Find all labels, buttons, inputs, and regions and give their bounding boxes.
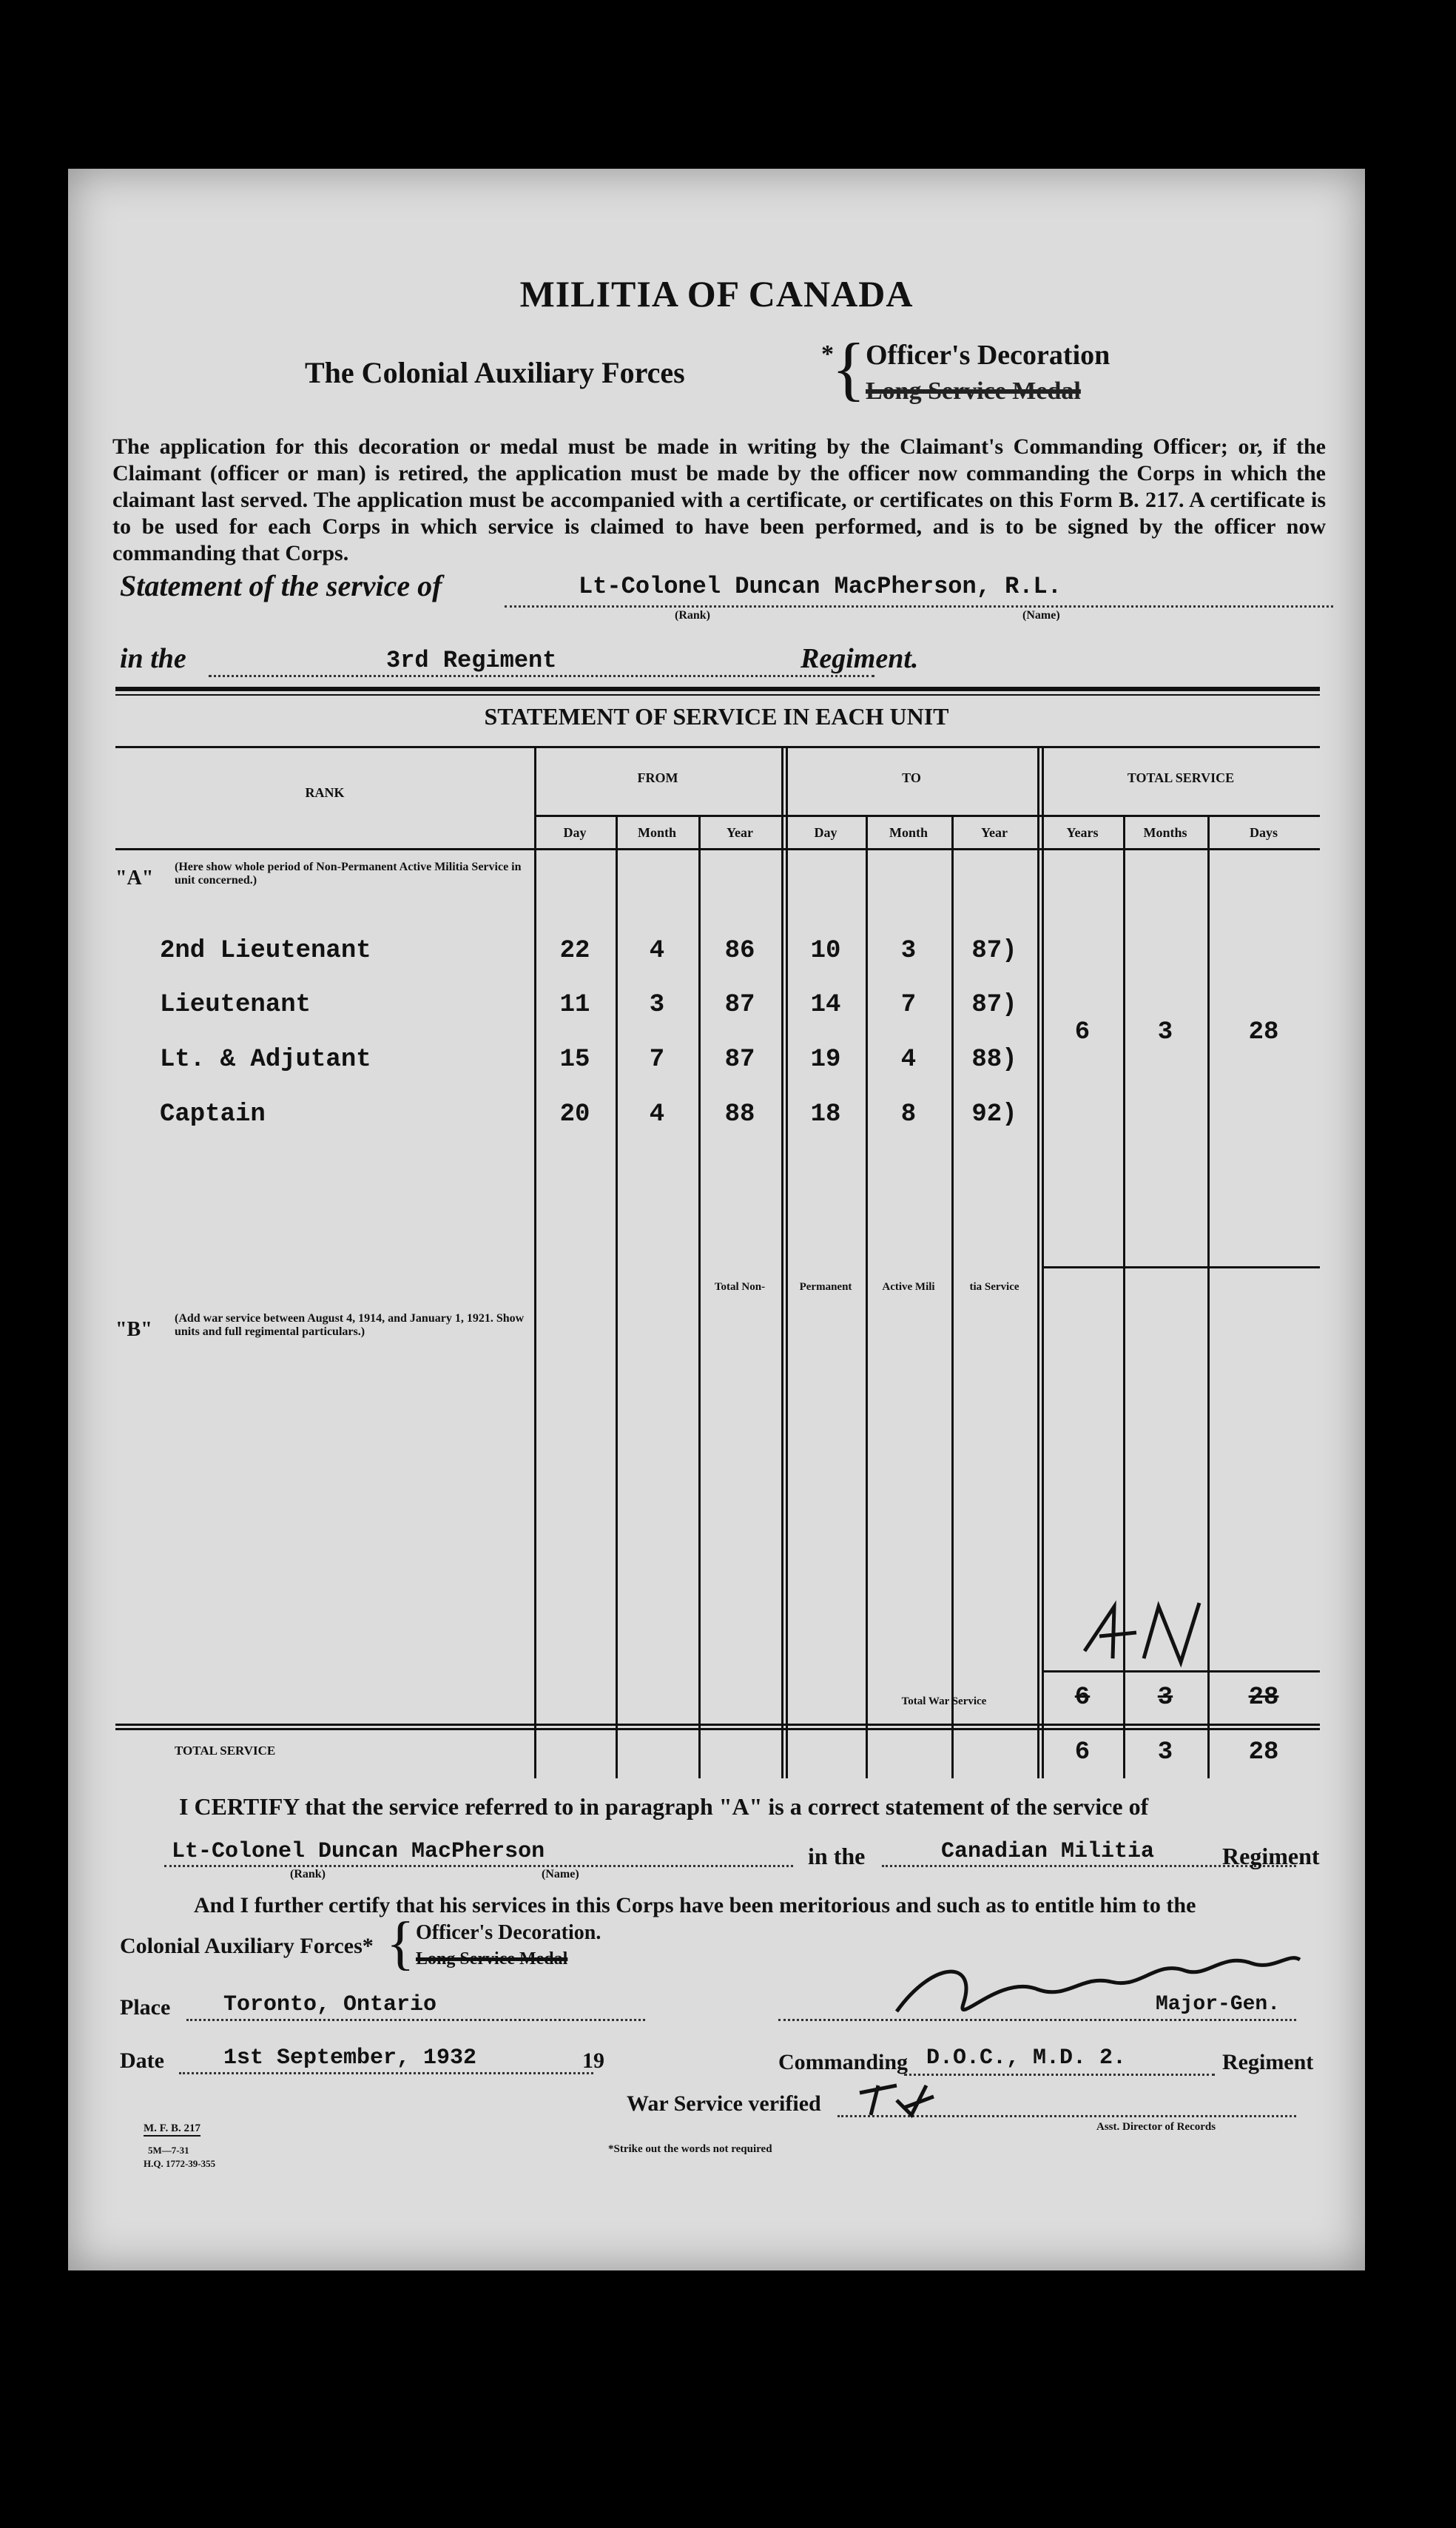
struck-medal-option: Long Service Medal (866, 377, 1081, 405)
total-nonperm-label-3: Active Mili (882, 1281, 935, 1293)
regiment-dotted-line (209, 675, 874, 677)
row-from-day: 15 (559, 1046, 590, 1074)
place-typed: Toronto, Ontario (223, 1992, 437, 2017)
header-bottom-line (115, 848, 1320, 850)
row-to-day: 18 (810, 1100, 841, 1129)
total-nonperm-label-4: tia Service (969, 1281, 1019, 1293)
date-typed: 1st September, 1932 (223, 2045, 477, 2071)
brace-icon: { (386, 1911, 415, 1976)
document-title: MILITIA OF CANADA (519, 273, 914, 315)
date-label: Date (120, 2048, 164, 2073)
asterisk-mark: * (821, 340, 834, 368)
certify-rank-name-typed: Lt-Colonel Duncan MacPherson (172, 1839, 545, 1864)
header-divider (534, 815, 1320, 817)
total-service-days: 28 (1248, 1738, 1279, 1766)
initials-icon (852, 2071, 941, 2122)
signature-icon (889, 1930, 1304, 2034)
print-code-1: 5M—7-31 (148, 2145, 189, 2156)
rank-header: RANK (305, 785, 345, 800)
section-b-note: (Add war service between August 4, 1914, and January 1, 1921. Show units and full regimental particulars.) (175, 1312, 525, 1338)
handwritten-mark-icon (1070, 1592, 1210, 1673)
col-divider (534, 748, 536, 1778)
row-from-year: 86 (724, 937, 755, 965)
total-a-days: 28 (1248, 1018, 1279, 1046)
total-service-months: 3 (1157, 1738, 1173, 1766)
divider-thick (115, 687, 1320, 691)
row-rank: Lt. & Adjutant (160, 1046, 371, 1074)
from-day-header: Day (563, 825, 587, 840)
from-header: FROM (637, 770, 678, 785)
service-table (115, 748, 1320, 1766)
row-from-year: 87 (724, 991, 755, 1019)
row-to-day: 14 (810, 991, 841, 1019)
col-divider (786, 748, 788, 1778)
row-rank: Captain (160, 1100, 266, 1129)
certify-in-the: in the (808, 1843, 866, 1869)
total-nonperm-label-1: Total Non- (714, 1281, 766, 1293)
certify-line: I CERTIFY that the service referred to in paragraph "A" is a correct statement of the service of (179, 1793, 1149, 1820)
instructions-paragraph: The application for this decoration or medal must be made in writing by the Claimant's Commanding Officer; or, if the Claimant (officer or man) is retired, the application must be made by the officer now commanding the Corps in which the claimant last served. The application must be accompanied with a certificate, or certificates on this Form B. 217. A certificate is to be used for each Corps in which service is claimed to have been performed, and is to be signed by the officer now commanding that Corps. (112, 434, 1326, 565)
certify-regiment: Regiment (1222, 1843, 1320, 1869)
total-service-label: TOTAL SERVICE (175, 1744, 276, 1758)
row-to-year: 88) (971, 1046, 1017, 1074)
asst-director-label: Asst. Director of Records (1096, 2121, 1216, 2133)
service-name-typed: Lt-Colonel Duncan MacPherson, R.L. (579, 573, 1062, 600)
to-day-header: Day (814, 825, 837, 840)
from-year-header: Year (727, 825, 753, 840)
total-war-months: 3 (1157, 1684, 1173, 1712)
row-to-year: 87) (971, 991, 1017, 1019)
section-a-note: (Here show whole period of Non-Permanent Active Militia Service in unit concerned.) (175, 861, 522, 887)
further-caf: Colonial Auxiliary Forces* (120, 1934, 374, 1958)
regiment-word: Regiment. (801, 643, 919, 674)
decoration-option: Officer's Decoration (866, 340, 1110, 371)
total-a-years: 6 (1074, 1018, 1091, 1046)
statement-prefix: Statement of the service of (120, 569, 442, 602)
certify-unit-typed: Canadian Militia (941, 1839, 1155, 1864)
signature-dotted-line (778, 2019, 1296, 2021)
total-nonperm-label-2: Permanent (799, 1281, 852, 1293)
row-from-day: 22 (559, 937, 590, 965)
certify-name-dotted-line (164, 1865, 793, 1867)
name-dotted-line (505, 605, 1333, 608)
to-header: TO (902, 770, 921, 785)
form-number: M. F. B. 217 (144, 2122, 200, 2137)
total-months-header: Months (1143, 825, 1187, 840)
commanding-dotted-line (904, 2074, 1215, 2076)
row-from-month: 3 (649, 991, 665, 1019)
total-service-line (115, 1724, 1320, 1726)
table-title: STATEMENT OF SERVICE IN EACH UNIT (484, 703, 949, 730)
war-verified-label: War Service verified (627, 2091, 821, 2116)
total-header: TOTAL SERVICE (1127, 770, 1235, 785)
further-certify-line: And I further certify that his services in this Corps have been meritorious and such as to entitle him to the (194, 1893, 1196, 1917)
print-code-2: H.Q. 1772-39-355 (144, 2158, 216, 2169)
commanding-typed: D.O.C., M.D. 2. (926, 2045, 1127, 2071)
total-service-line2 (115, 1728, 1320, 1730)
row-from-month: 4 (649, 1100, 665, 1129)
row-from-month: 4 (649, 937, 665, 965)
date-suffix: 19 (582, 2048, 604, 2073)
row-to-day: 10 (810, 937, 841, 965)
total-a-months: 3 (1157, 1018, 1173, 1046)
place-dotted-line (186, 2019, 645, 2021)
certify-rank-caption: (Rank) (290, 1868, 326, 1880)
row-rank: 2nd Lieutenant (160, 937, 371, 965)
rank-caption: (Rank) (675, 609, 711, 622)
col-divider (1037, 748, 1039, 1778)
to-month-header: Month (889, 825, 928, 840)
row-to-month: 7 (900, 991, 917, 1019)
row-to-month: 4 (900, 1046, 917, 1074)
row-to-year: 92) (971, 1100, 1017, 1129)
commanding-regiment: Regiment (1222, 2050, 1314, 2074)
place-label: Place (120, 1995, 171, 2020)
total-war-label: Total War Service (901, 1695, 987, 1707)
col-divider (1042, 748, 1044, 1778)
section-a-label: "A" (115, 867, 154, 890)
in-the-label: in the (120, 643, 186, 674)
divider-thin (115, 694, 1320, 696)
signature-title: Major-Gen. (1156, 1993, 1281, 2016)
regiment-typed: 3rd Regiment (386, 647, 557, 674)
total-a-line (1042, 1266, 1320, 1268)
date-dotted-line (179, 2072, 593, 2074)
further-decoration: Officer's Decoration. (416, 1921, 601, 1944)
row-to-month: 3 (900, 937, 917, 965)
name-caption: (Name) (1022, 609, 1060, 622)
row-from-day: 11 (559, 991, 590, 1019)
row-from-day: 20 (559, 1100, 590, 1129)
total-service-years: 6 (1074, 1738, 1091, 1766)
total-war-days: 28 (1248, 1684, 1279, 1712)
row-to-year: 87) (971, 937, 1017, 965)
row-to-day: 19 (810, 1046, 841, 1074)
total-years-header: Years (1066, 825, 1099, 840)
brace-icon: { (832, 329, 866, 408)
commanding-label: Commanding (778, 2050, 909, 2074)
certify-name-caption: (Name) (542, 1868, 579, 1880)
row-to-month: 8 (900, 1100, 917, 1129)
further-struck: Long Service Medal (416, 1949, 568, 1969)
forces-heading: The Colonial Auxiliary Forces (305, 356, 685, 389)
col-divider (781, 748, 783, 1778)
total-war-years: 6 (1074, 1684, 1091, 1712)
row-rank: Lieutenant (160, 991, 311, 1019)
total-days-header: Days (1249, 825, 1278, 840)
document-page (68, 169, 1365, 2270)
strike-note: *Strike out the words not required (608, 2143, 772, 2155)
row-from-month: 7 (649, 1046, 665, 1074)
row-from-year: 88 (724, 1100, 755, 1129)
to-year-header: Year (981, 825, 1008, 840)
from-month-header: Month (637, 825, 676, 840)
row-from-year: 87 (724, 1046, 755, 1074)
section-b-label: "B" (115, 1318, 152, 1341)
